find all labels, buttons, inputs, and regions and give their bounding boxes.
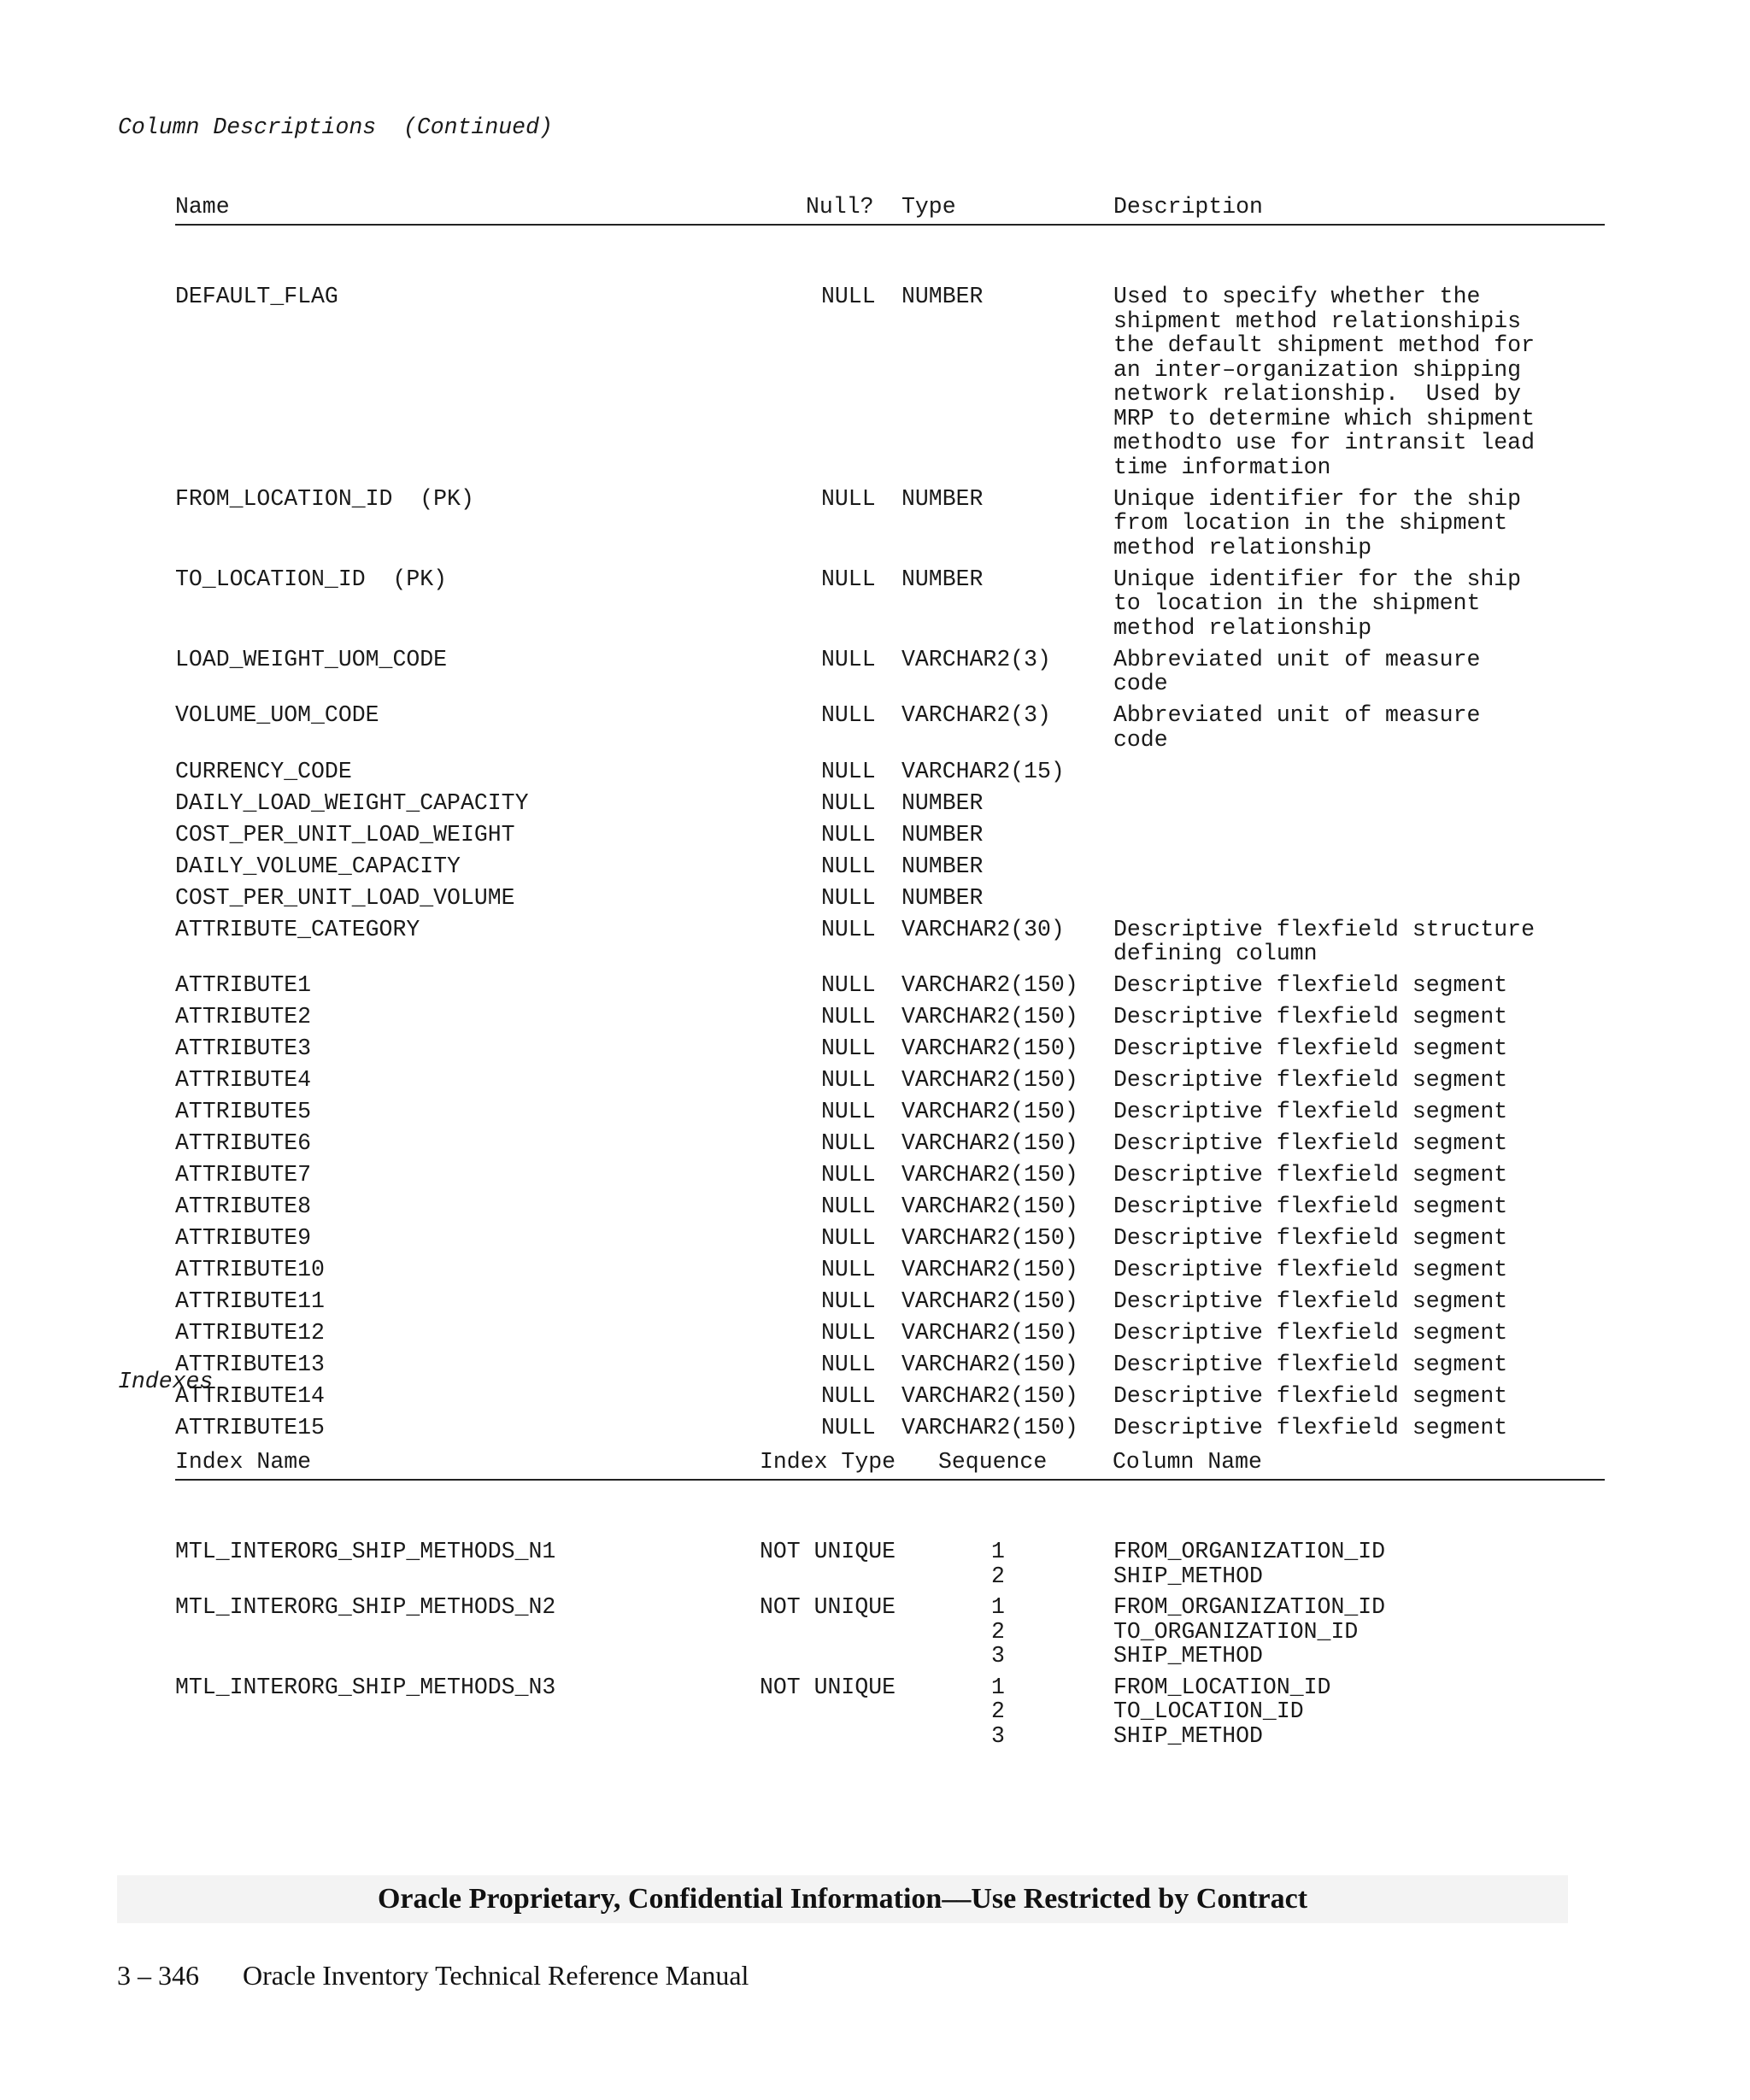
header-type: Type bbox=[901, 194, 956, 220]
description-line: to location in the shipment bbox=[1113, 590, 1481, 616]
sequence-cell bbox=[991, 1595, 1005, 1669]
column-name: VOLUME_UOM_CODE bbox=[175, 702, 379, 728]
table-row bbox=[175, 760, 1605, 791]
table-row bbox=[175, 1068, 1605, 1100]
column-name-cell bbox=[1113, 1675, 1330, 1749]
column-name: COST_PER_UNIT_LOAD_WEIGHT bbox=[175, 821, 515, 848]
description-line: Descriptive flexfield segment bbox=[1113, 1035, 1508, 1061]
table-row bbox=[175, 1352, 1605, 1384]
column-table-header bbox=[175, 195, 1605, 226]
null-value: NULL bbox=[821, 972, 876, 998]
header-column-name: Column Name bbox=[1113, 1449, 1262, 1475]
description-line: Descriptive flexfield segment bbox=[1113, 1257, 1508, 1282]
description-line: Used to specify whether the bbox=[1113, 284, 1481, 309]
indexes-table-body bbox=[175, 1540, 1605, 1755]
description-line: method relationship bbox=[1113, 614, 1372, 641]
description-line: Descriptive flexfield segment bbox=[1113, 1225, 1508, 1251]
column-name: ATTRIBUTE15 bbox=[175, 1415, 325, 1440]
table-row bbox=[175, 487, 1605, 567]
null-value: NULL bbox=[821, 1288, 876, 1314]
description-line: Descriptive flexfield segment bbox=[1113, 1067, 1508, 1093]
data-type: VARCHAR2(30) bbox=[901, 916, 1065, 942]
null-value: NULL bbox=[821, 702, 876, 728]
description-line: MRP to determine which shipment bbox=[1113, 405, 1535, 431]
sequence-value: 1 bbox=[991, 1674, 1005, 1700]
description-line: Unique identifier for the ship bbox=[1113, 485, 1522, 512]
table-row bbox=[175, 823, 1605, 854]
header-null: Null? bbox=[806, 194, 874, 220]
column-description bbox=[1113, 1005, 1507, 1029]
data-type: VARCHAR2(150) bbox=[901, 1035, 1078, 1061]
data-type: VARCHAR2(150) bbox=[901, 1004, 1078, 1029]
column-description bbox=[1113, 567, 1521, 641]
indexes-table-header bbox=[175, 1450, 1605, 1481]
data-type: NUMBER bbox=[901, 566, 984, 592]
description-line: the default shipment method for bbox=[1113, 332, 1535, 358]
data-type: VARCHAR2(150) bbox=[901, 1225, 1078, 1251]
table-row bbox=[175, 284, 1605, 487]
description-line: Descriptive flexfield segment bbox=[1113, 1162, 1508, 1188]
column-description bbox=[1113, 284, 1535, 479]
null-value: NULL bbox=[821, 1004, 876, 1029]
column-name: DAILY_LOAD_WEIGHT_CAPACITY bbox=[175, 789, 529, 816]
column-description bbox=[1113, 1131, 1507, 1156]
description-line: Descriptive flexfield segment bbox=[1113, 1130, 1508, 1156]
description-line: Descriptive flexfield segment bbox=[1113, 1288, 1508, 1314]
column-name: ATTRIBUTE7 bbox=[175, 1162, 312, 1188]
table-row bbox=[175, 1036, 1605, 1068]
manual-title: Oracle Inventory Technical Reference Manual bbox=[243, 1960, 749, 1991]
index-column-name: TO_LOCATION_ID bbox=[1113, 1698, 1304, 1724]
column-name: ATTRIBUTE1 bbox=[175, 972, 312, 998]
data-type: VARCHAR2(150) bbox=[901, 1257, 1078, 1282]
description-line: Descriptive flexfield segment bbox=[1113, 1099, 1508, 1124]
column-description bbox=[1113, 703, 1480, 752]
indexes-title: Indexes bbox=[118, 1369, 214, 1394]
description-line: Descriptive flexfield segment bbox=[1113, 1004, 1508, 1029]
data-type: VARCHAR2(150) bbox=[901, 1352, 1078, 1377]
null-value: NULL bbox=[821, 1099, 876, 1124]
description-line: methodto use for intransit lead bbox=[1113, 430, 1535, 455]
column-description bbox=[1113, 1163, 1507, 1188]
sequence-value: 3 bbox=[991, 1722, 1005, 1749]
column-name: ATTRIBUTE6 bbox=[175, 1130, 312, 1156]
data-type: VARCHAR2(150) bbox=[901, 1288, 1078, 1314]
index-name: MTL_INTERORG_SHIP_METHODS_N2 bbox=[175, 1594, 556, 1620]
description-line: an inter–organization shipping bbox=[1113, 356, 1522, 383]
null-value: NULL bbox=[821, 1225, 876, 1251]
data-type: VARCHAR2(150) bbox=[901, 1099, 1078, 1124]
indexes-table bbox=[175, 1401, 1605, 1804]
column-name: ATTRIBUTE10 bbox=[175, 1257, 325, 1282]
column-name: ATTRIBUTE2 bbox=[175, 1004, 312, 1029]
column-description bbox=[1113, 1258, 1507, 1282]
header-name: Name bbox=[175, 194, 230, 220]
confidential-notice: Oracle Proprietary, Confidential Information––Use Restricted by Contract bbox=[117, 1875, 1568, 1923]
column-name: ATTRIBUTE8 bbox=[175, 1194, 312, 1219]
sequence-value: 2 bbox=[991, 1563, 1005, 1589]
data-type: VARCHAR2(150) bbox=[901, 1415, 1078, 1440]
data-type: VARCHAR2(15) bbox=[901, 758, 1065, 784]
column-name: FROM_LOCATION_ID (PK) bbox=[175, 485, 474, 512]
null-value: NULL bbox=[821, 1035, 876, 1061]
column-descriptions-title: Column Descriptions (Continued) bbox=[118, 114, 553, 140]
data-type: VARCHAR2(150) bbox=[901, 1130, 1078, 1156]
null-value: NULL bbox=[821, 1320, 876, 1346]
sequence-value: 1 bbox=[991, 1594, 1005, 1620]
column-description bbox=[1113, 648, 1480, 696]
table-row bbox=[175, 567, 1605, 648]
data-type: VARCHAR2(3) bbox=[901, 702, 1051, 728]
description-line: Descriptive flexfield segment bbox=[1113, 1352, 1508, 1377]
column-description bbox=[1113, 1352, 1507, 1377]
column-name: ATTRIBUTE11 bbox=[175, 1288, 325, 1314]
column-description bbox=[1113, 1289, 1507, 1314]
page-number: 3 – 346 bbox=[117, 1960, 199, 1991]
index-column-name: FROM_LOCATION_ID bbox=[1113, 1674, 1331, 1700]
sequence-value: 3 bbox=[991, 1643, 1005, 1669]
null-value: NULL bbox=[821, 1130, 876, 1156]
column-descriptions-table bbox=[175, 146, 1605, 1496]
column-name: CURRENCY_CODE bbox=[175, 758, 352, 784]
null-value: NULL bbox=[821, 1257, 876, 1282]
column-name: LOAD_WEIGHT_UOM_CODE bbox=[175, 646, 448, 672]
table-row bbox=[175, 1163, 1605, 1194]
data-type: VARCHAR2(150) bbox=[901, 972, 1078, 998]
header-description: Description bbox=[1113, 194, 1263, 220]
table-row bbox=[175, 703, 1605, 760]
table-row bbox=[175, 918, 1605, 974]
table-row bbox=[175, 886, 1605, 918]
index-type: NOT UNIQUE bbox=[760, 1539, 896, 1564]
column-name-cell bbox=[1113, 1540, 1385, 1588]
sequence-value: 2 bbox=[991, 1698, 1005, 1724]
null-value: NULL bbox=[821, 646, 876, 672]
description-line: Descriptive flexfield segment bbox=[1113, 1320, 1508, 1346]
column-name: ATTRIBUTE_CATEGORY bbox=[175, 916, 420, 942]
data-type: NUMBER bbox=[901, 821, 984, 848]
header-index-type: Index Type bbox=[760, 1449, 896, 1475]
null-value: NULL bbox=[821, 1415, 876, 1440]
null-value: NULL bbox=[821, 1383, 876, 1409]
description-line: code bbox=[1113, 671, 1168, 696]
description-line: Descriptive flexfield segment bbox=[1113, 1383, 1508, 1409]
column-name: DEFAULT_FLAG bbox=[175, 284, 338, 309]
column-name: COST_PER_UNIT_LOAD_VOLUME bbox=[175, 884, 515, 911]
null-value: NULL bbox=[821, 884, 876, 911]
description-line: shipment method relationshipis bbox=[1113, 308, 1522, 334]
column-description bbox=[1113, 1100, 1507, 1124]
data-type: VARCHAR2(150) bbox=[901, 1383, 1078, 1409]
column-description bbox=[1113, 1321, 1507, 1346]
description-line: Unique identifier for the ship bbox=[1113, 566, 1522, 592]
column-name: ATTRIBUTE5 bbox=[175, 1099, 312, 1124]
sequence-value: 1 bbox=[991, 1539, 1005, 1564]
null-value: NULL bbox=[821, 284, 876, 309]
table-row bbox=[175, 1131, 1605, 1163]
index-name: MTL_INTERORG_SHIP_METHODS_N1 bbox=[175, 1539, 556, 1564]
table-row bbox=[175, 973, 1605, 1005]
index-row bbox=[175, 1540, 1605, 1595]
table-row bbox=[175, 1226, 1605, 1258]
null-value: NULL bbox=[821, 566, 876, 592]
table-row bbox=[175, 854, 1605, 886]
data-type: NUMBER bbox=[901, 789, 984, 816]
null-value: NULL bbox=[821, 853, 876, 879]
index-column-name: SHIP_METHOD bbox=[1113, 1722, 1263, 1749]
null-value: NULL bbox=[821, 1194, 876, 1219]
description-line: Descriptive flexfield segment bbox=[1113, 1415, 1508, 1440]
column-name: TO_LOCATION_ID (PK) bbox=[175, 566, 448, 592]
null-value: NULL bbox=[821, 1352, 876, 1377]
description-line: code bbox=[1113, 726, 1168, 753]
column-description bbox=[1113, 487, 1521, 560]
data-type: NUMBER bbox=[901, 853, 984, 879]
column-description bbox=[1113, 1194, 1507, 1219]
data-type: NUMBER bbox=[901, 284, 984, 309]
null-value: NULL bbox=[821, 1162, 876, 1188]
index-column-name: SHIP_METHOD bbox=[1113, 1563, 1263, 1589]
column-name: ATTRIBUTE13 bbox=[175, 1352, 325, 1377]
table-row bbox=[175, 1289, 1605, 1321]
data-type: VARCHAR2(150) bbox=[901, 1162, 1078, 1188]
null-value: NULL bbox=[821, 916, 876, 942]
description-line: Abbreviated unit of measure bbox=[1113, 702, 1481, 728]
column-name: ATTRIBUTE3 bbox=[175, 1035, 312, 1061]
column-description bbox=[1113, 1226, 1507, 1251]
null-value: NULL bbox=[821, 789, 876, 816]
column-name: ATTRIBUTE12 bbox=[175, 1320, 325, 1346]
column-name: ATTRIBUTE9 bbox=[175, 1225, 312, 1251]
table-row bbox=[175, 1258, 1605, 1289]
column-description bbox=[1113, 918, 1535, 966]
table-row bbox=[175, 648, 1605, 704]
index-name: MTL_INTERORG_SHIP_METHODS_N3 bbox=[175, 1674, 556, 1700]
column-description bbox=[1113, 973, 1507, 998]
null-value: NULL bbox=[821, 758, 876, 784]
index-column-name: TO_ORGANIZATION_ID bbox=[1113, 1618, 1359, 1645]
index-column-name: FROM_ORGANIZATION_ID bbox=[1113, 1539, 1386, 1564]
description-line: Descriptive flexfield segment bbox=[1113, 1194, 1508, 1219]
data-type: VARCHAR2(3) bbox=[901, 646, 1051, 672]
table-row bbox=[175, 1194, 1605, 1226]
column-name: ATTRIBUTE14 bbox=[175, 1383, 325, 1409]
description-line: time information bbox=[1113, 454, 1331, 480]
table-row bbox=[175, 1321, 1605, 1352]
data-type: VARCHAR2(150) bbox=[901, 1067, 1078, 1093]
data-type: VARCHAR2(150) bbox=[901, 1194, 1078, 1219]
description-line: from location in the shipment bbox=[1113, 510, 1508, 536]
null-value: NULL bbox=[821, 821, 876, 848]
header-index-name: Index Name bbox=[175, 1449, 312, 1475]
sequence-cell bbox=[991, 1675, 1005, 1749]
table-row bbox=[175, 791, 1605, 823]
null-value: NULL bbox=[821, 485, 876, 512]
index-column-name: FROM_ORGANIZATION_ID bbox=[1113, 1594, 1386, 1620]
column-table-body bbox=[175, 284, 1605, 1447]
column-description bbox=[1113, 1068, 1507, 1093]
data-type: NUMBER bbox=[901, 485, 984, 512]
description-line: Descriptive flexfield segment bbox=[1113, 972, 1508, 998]
description-line: method relationship bbox=[1113, 534, 1372, 560]
data-type: VARCHAR2(150) bbox=[901, 1320, 1078, 1346]
column-description bbox=[1113, 1036, 1507, 1061]
index-row bbox=[175, 1675, 1605, 1756]
index-column-name: SHIP_METHOD bbox=[1113, 1643, 1263, 1669]
sequence-cell bbox=[991, 1540, 1005, 1588]
column-name: DAILY_VOLUME_CAPACITY bbox=[175, 853, 461, 879]
index-row bbox=[175, 1595, 1605, 1675]
column-name-cell bbox=[1113, 1595, 1385, 1669]
data-type: NUMBER bbox=[901, 884, 984, 911]
description-line: network relationship. Used by bbox=[1113, 381, 1522, 407]
index-type: NOT UNIQUE bbox=[760, 1594, 896, 1620]
column-name: ATTRIBUTE4 bbox=[175, 1067, 312, 1093]
description-line: Descriptive flexfield structure bbox=[1113, 916, 1535, 942]
sequence-value: 2 bbox=[991, 1618, 1005, 1645]
null-value: NULL bbox=[821, 1067, 876, 1093]
description-line: Abbreviated unit of measure bbox=[1113, 646, 1481, 672]
table-row bbox=[175, 1100, 1605, 1131]
index-type: NOT UNIQUE bbox=[760, 1674, 896, 1700]
header-sequence: Sequence bbox=[938, 1449, 1048, 1475]
table-row bbox=[175, 1005, 1605, 1036]
description-line: defining column bbox=[1113, 941, 1318, 966]
